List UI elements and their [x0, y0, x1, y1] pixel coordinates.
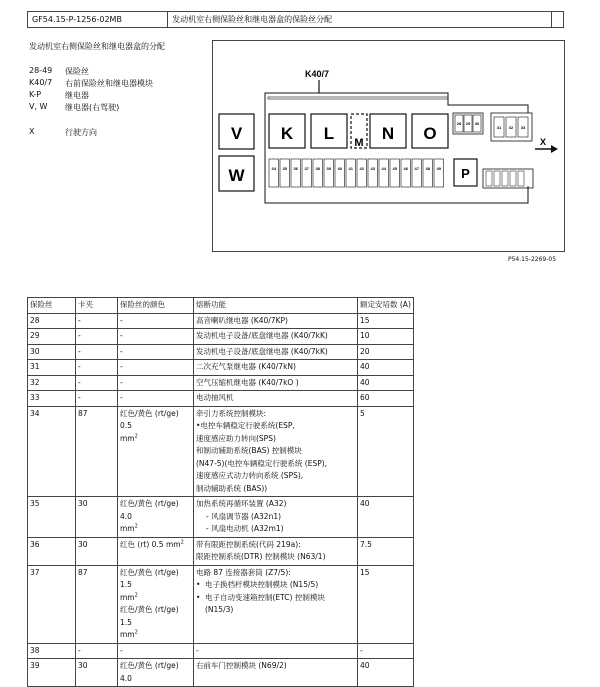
legend-title: 发动机室右侧保险丝和继电器盒的分配 — [29, 42, 165, 51]
module-outline-bottom — [265, 186, 528, 203]
svg-text:M: M — [354, 137, 364, 149]
table-row: 29 - - 发动机电子设备/底盘继电器 (K40/7kK) 10 — [28, 329, 414, 345]
fuse-number: 44 — [381, 166, 386, 171]
fuse-number: 42 — [359, 166, 364, 171]
fuse-number: 37 — [304, 166, 309, 171]
fuse-number: 45 — [392, 166, 397, 171]
column-header: 卡夹 — [76, 298, 118, 314]
legend-code: X — [29, 127, 35, 136]
table-row: 38 - - - - — [28, 643, 414, 659]
table-row: 30 - - 发动机电子设备/底盘继电器 (K40/7kK) 20 — [28, 344, 414, 360]
column-header: 保险丝 — [28, 298, 76, 314]
legend-code: K-P — [29, 90, 42, 99]
fuse-block-large — [491, 113, 532, 141]
svg-text:O: O — [423, 124, 437, 143]
table-row: 36 30 红色 (rt) 0.5 $mm^2$ 带有限距控制系统(代码 219a): 限距控制系统(DTR) 控制模块 (N63/1) 7.5 — [28, 537, 414, 565]
fuse-slot — [434, 159, 444, 187]
table-row: 33 - - 电动抽风机 60 — [28, 391, 414, 407]
relay-o — [412, 114, 448, 148]
fuse-slot — [390, 159, 400, 187]
svg-text:31: 31 — [496, 125, 502, 130]
fuse-slot — [357, 159, 367, 187]
relay-p — [454, 159, 477, 186]
fuse-number: 35 — [282, 166, 287, 171]
fuse-slot — [346, 159, 356, 187]
relay-w — [219, 156, 254, 191]
fuse-slot — [291, 159, 301, 187]
fuse-row-bottom — [269, 159, 444, 187]
table-row: 28 - - 高音喇叭继电器 (K40/7KP) 15 — [28, 313, 414, 329]
table-row: 32 - - 空气压缩机继电器 (K40/7kO ) 40 — [28, 375, 414, 391]
fuse-number: 49 — [436, 166, 441, 171]
svg-text:W: W — [228, 166, 245, 185]
spare-slots — [483, 169, 533, 188]
legend-code: K40/7 — [29, 78, 53, 87]
fuse-number: 34 — [271, 166, 276, 171]
legend-code: V, W — [29, 102, 48, 111]
table-row: 39 30 红色/黄色 (rt/ge) 4.0 右前车门控制模块 (N69/2) 40 — [28, 659, 414, 687]
column-header: 熔断功能 — [194, 298, 358, 314]
direction-arrow — [535, 137, 558, 153]
fuse-slot — [368, 159, 378, 187]
fuse-number: 46 — [403, 166, 408, 171]
module-label: K40/7 — [305, 69, 330, 79]
fuse-box-diagram — [212, 40, 565, 252]
table-row: 35 30 红色/黄色 (rt/ge) 4.0 $mm^2$ 加热系统再循环装置 (A32) - 风扇调节器 (A32n1) - 风扇电动机 (A32m1) 40 — [28, 497, 414, 538]
fuse-slot — [324, 159, 334, 187]
legend-desc: 继电器 — [65, 91, 89, 100]
svg-text:30: 30 — [474, 121, 480, 126]
relay-v — [219, 114, 254, 149]
fuse-number: 40 — [337, 166, 342, 171]
table-header-row — [28, 298, 414, 314]
doc-title: 发动机室右侧保险丝和继电器盒的保险丝分配 — [168, 12, 552, 28]
legend-desc: 右前保险丝和继电器模块 — [65, 79, 153, 88]
relay-m — [351, 114, 367, 149]
fuse-number: 43 — [370, 166, 375, 171]
svg-text:V: V — [230, 124, 243, 143]
fuse-slot — [313, 159, 323, 187]
figure-id: P54.15-2269-05 — [508, 256, 557, 263]
legend-code: 28-49 — [29, 66, 53, 75]
table-row: 37 87 红色/黄色 (rt/ge) 1.5 $mm^2$ 红色/黄色 (rt/ge) 1.5 $mm^2$ 电路 87 连接器套筒 (Z7/5): • 电子换档杆模块控制模块 (N15/5) • 电子自动变速箱控制(ETC) 控制模块 (N15/3) 15 — [28, 565, 414, 643]
document-header — [27, 11, 564, 28]
fuse-slot — [423, 159, 433, 187]
svg-text:28: 28 — [456, 121, 462, 126]
table-row: 34 87 红色/黄色 (rt/ge) 0.5 $mm^2$ 牵引力系统控制模块: •电控车辆稳定行驶系统(ESP, 速度感应助力转向(SPS) 和制动辅助系统(BAS) 控制模块 (N47-5)(电控车辆稳定行驶系统 (ESP), 速度感应式动力转向系统 (SPS), 制动辅助系统 (BAS)) 5 — [28, 406, 414, 497]
column-header: 保险丝的颜色 — [118, 298, 194, 314]
fuse-slot — [379, 159, 389, 187]
legend-desc: 保险丝 — [65, 67, 89, 76]
svg-text:K: K — [280, 124, 294, 143]
svg-text:P: P — [461, 166, 470, 181]
fuse-slot — [401, 159, 411, 187]
svg-text:32: 32 — [508, 125, 514, 130]
header-blank-cell — [552, 12, 564, 28]
fuse-number: 41 — [348, 166, 353, 171]
relay-l — [311, 114, 347, 148]
table-row: 31 - - 二次充气泵继电器 (K40/7kN) 40 — [28, 360, 414, 376]
fuse-table — [27, 297, 414, 687]
module-rail — [268, 97, 448, 99]
column-header: 额定安培数 (A) — [358, 298, 414, 314]
direction-label: X — [539, 137, 547, 147]
fuse-number: 39 — [326, 166, 331, 171]
fuse-number: 36 — [293, 166, 298, 171]
legend-desc: 继电器(右驾驶) — [65, 103, 120, 112]
fuse-slot — [335, 159, 345, 187]
relay-k — [269, 114, 305, 148]
fuse-number: 47 — [414, 166, 419, 171]
fuse-slot — [269, 159, 279, 187]
fuse-slot — [302, 159, 312, 187]
relay-n — [370, 114, 406, 148]
fuse-slot — [412, 159, 422, 187]
fuse-slot — [280, 159, 290, 187]
fuse-block-small — [453, 113, 483, 134]
legend-desc: 行驶方向 — [65, 128, 97, 137]
doc-id: GF54.15-P-1256-02MB — [28, 12, 168, 28]
fuse-number: 38 — [315, 166, 320, 171]
svg-text:L: L — [323, 124, 335, 143]
svg-text:N: N — [381, 124, 395, 143]
svg-text:29: 29 — [465, 121, 471, 126]
fuse-number: 48 — [425, 166, 430, 171]
svg-text:33: 33 — [520, 125, 526, 130]
